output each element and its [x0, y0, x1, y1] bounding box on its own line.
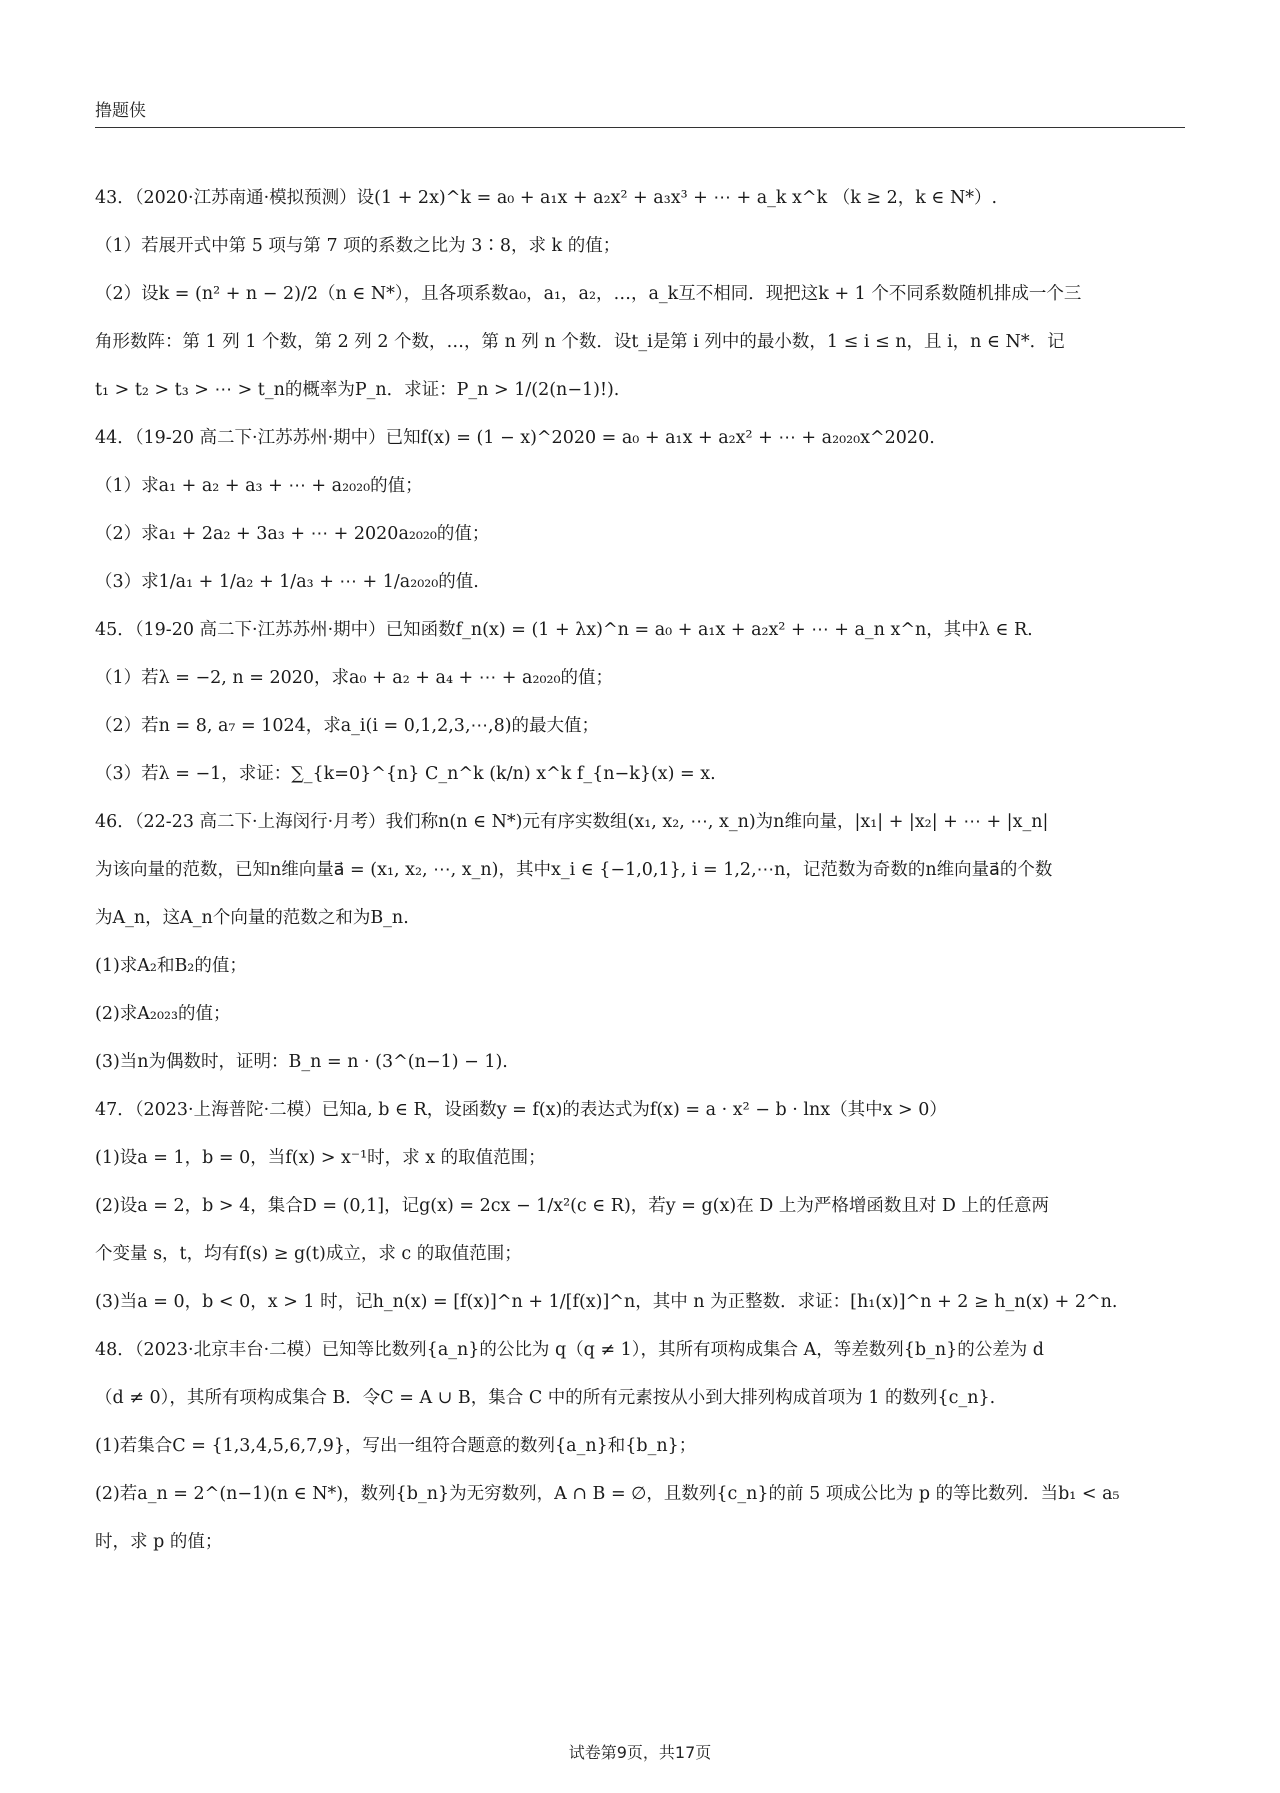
problem-line: 角形数阵：第 1 列 1 个数，第 2 列 2 个数，…，第 n 列 n 个数．设t_i是第 i 列中的最小数，1 ≤ i ≤ n，且 i，n ∈ N*．记	[95, 332, 1065, 352]
problem-line: （d ≠ 0），其所有项构成集合 B．令C = A ∪ B，集合 C 中的所有元素按从小到大排列构成首项为 1 的数列{c_n}.	[95, 1388, 996, 1408]
problem-line: (1)若集合C = {1,3,4,5,6,7,9}，写出一组符合题意的数列{a_n}和{b_n}；	[95, 1436, 697, 1456]
header-title: 撸题侠	[95, 101, 146, 121]
problem-line: 时，求 p 的值；	[95, 1532, 223, 1552]
problem-line: (2)若a_n = 2^(n−1)(n ∈ N*)，数列{b_n}为无穷数列，A ∩ B = ∅，且数列{c_n}的前 5 项成公比为 p 的等比数列．当b₁ < a₅	[95, 1484, 1120, 1504]
problem-line: (1)设a = 1，b = 0，当f(x) > x⁻¹时，求 x 的取值范围；	[95, 1148, 546, 1168]
problem-list	[95, 186, 1185, 1554]
problem-line: 为该向量的范数，已知n维向量a⃗ = (x₁, x₂, ⋯, x_n)，其中x_i ∈ {−1,0,1}, i = 1,2,⋯n，记范数为奇数的n维向量a⃗的个数	[95, 860, 1053, 880]
problem-line: 48．（2023·北京丰台·二模）已知等比数列{a_n}的公比为 q（q ≠ 1），其所有项构成集合 A，等差数列{b_n}的公差为 d	[95, 1340, 1044, 1360]
problem-line: (2)求A₂₀₂₃的值；	[95, 1004, 231, 1024]
problem-line: （1）若λ = −2, n = 2020，求a₀ + a₂ + a₄ + ⋯ + a₂₀₂₀的值；	[95, 668, 614, 688]
problem-line: 46．（22-23 高二下·上海闵行·月考）我们称n(n ∈ N*)元有序实数组(x₁, x₂, ⋯, x_n)为n维向量，|x₁| + |x₂| + ⋯ + |x_n|	[95, 812, 1049, 832]
problem-45	[95, 618, 1185, 786]
problem-line: (1)求A₂和B₂的值；	[95, 956, 247, 976]
problem-43	[95, 186, 1185, 402]
problem-48	[95, 1338, 1185, 1554]
problem-line: (3)当a = 0，b < 0，x > 1 时，记h_n(x) = [f(x)]^n + 1/[f(x)]^n，其中 n 为正整数．求证：[h₁(x)]^n + 2 ≥ h_n(x) + 2^n.	[95, 1292, 1118, 1312]
problem-line: 个变量 s，t，均有f(s) ≥ g(t)成立，求 c 的取值范围；	[95, 1244, 522, 1264]
problem-line: 为A_n，这A_n个向量的范数之和为B_n.	[95, 908, 409, 928]
problem-line: （1）求a₁ + a₂ + a₃ + ⋯ + a₂₀₂₀的值；	[95, 476, 423, 496]
page-header	[95, 96, 1185, 128]
problem-line: (3)当n为偶数时，证明：B_n = n · (3^(n−1) − 1).	[95, 1052, 508, 1072]
problem-line: t₁ > t₂ > t₃ > ⋯ > t_n的概率为P_n．求证：P_n > 1/(2(n−1)!).	[95, 380, 620, 400]
problem-44	[95, 426, 1185, 594]
problem-line: （2）求a₁ + 2a₂ + 3a₃ + ⋯ + 2020a₂₀₂₀的值；	[95, 524, 490, 544]
problem-line: 47．（2023·上海普陀·二模）已知a, b ∈ R，设函数y = f(x)的表达式为f(x) = a · x² − b · lnx（其中x > 0）	[95, 1100, 947, 1120]
page	[95, 96, 1185, 1578]
problem-46	[95, 810, 1185, 1074]
problem-line: （3）求1/a₁ + 1/a₂ + 1/a₃ + ⋯ + 1/a₂₀₂₀的值.	[95, 572, 479, 592]
page-number-label: 试卷第9页，共17页	[568, 1743, 712, 1762]
problem-line: 45．（19-20 高二下·江苏苏州·期中）已知函数f_n(x) = (1 + λx)^n = a₀ + a₁x + a₂x² + ⋯ + a_n x^n，其中λ ∈ R.	[95, 620, 1033, 640]
problem-line: （2）设k = (n² + n − 2)/2（n ∈ N*），且各项系数a₀，a₁，a₂，…，a_k互不相同．现把这k + 1 个不同系数随机排成一个三	[95, 284, 1082, 304]
problem-47	[95, 1098, 1185, 1314]
problem-line: 44．（19-20 高二下·江苏苏州·期中）已知f(x) = (1 − x)^2020 = a₀ + a₁x + a₂x² + ⋯ + a₂₀₂₀x^2020.	[95, 428, 935, 448]
problem-line: (2)设a = 2，b > 4，集合D = (0,1]，记g(x) = 2cx − 1/x²(c ∈ R)，若y = g(x)在 D 上为严格增函数且对 D 上的任意两	[95, 1196, 1050, 1216]
page-footer	[0, 1740, 1280, 1763]
problem-line: （1）若展开式中第 5 项与第 7 项的系数之比为 3∶8，求 k 的值；	[95, 236, 621, 256]
problem-line: （3）若λ = −1，求证：∑_{k=0}^{n} C_n^k (k/n) x^k f_{n−k}(x) = x.	[95, 764, 716, 784]
problem-line: 43．（2020·江苏南通·模拟预测）设(1 + 2x)^k = a₀ + a₁x + a₂x² + a₃x³ + ⋯ + a_k x^k （k ≥ 2，k ∈ N*）.	[95, 188, 998, 208]
problem-line: （2）若n = 8, a₇ = 1024，求a_i(i = 0,1,2,3,⋯,8)的最大值；	[95, 716, 600, 736]
